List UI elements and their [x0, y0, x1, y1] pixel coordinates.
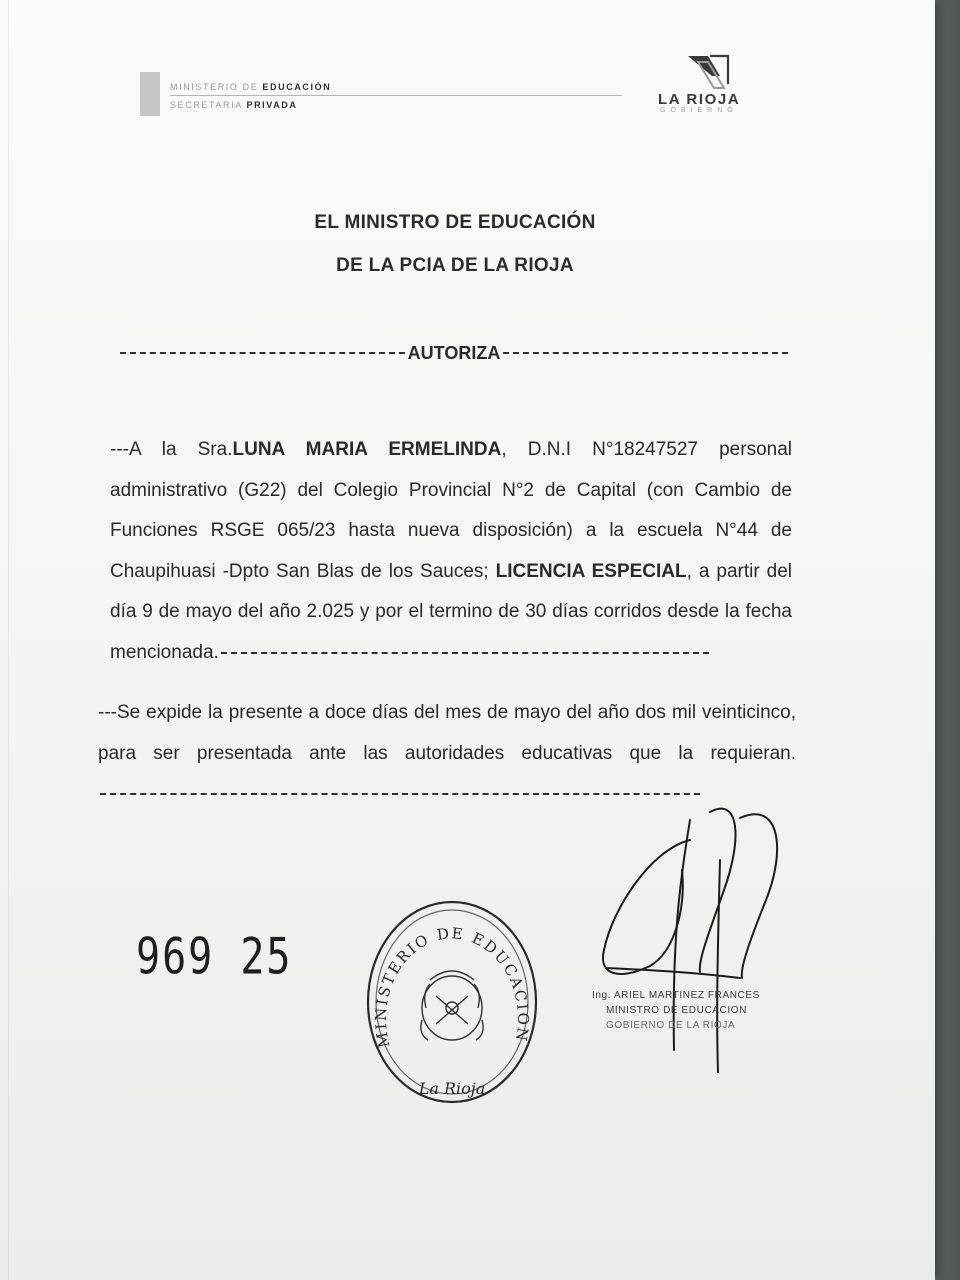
letterhead-office	[170, 100, 298, 110]
para1-body: , D.N.I N°18247527 personal administrativo (G22) del Colegio Provincial N°2 de Capital (con Cambio de Funciones RSGE 065/23 hasta nueva disposición) a la escuela N°44 de Chaupihuasi -Dpto San Blas de los Sauces;	[110, 439, 792, 582]
document-title-line2: DE LA PCIA DE LA RIOJA	[336, 255, 574, 276]
logo-text: LA RIOJA	[658, 91, 741, 108]
letterhead-ministry	[170, 82, 331, 92]
signer-government: GOBIERNO DE LA RIOJA	[606, 1020, 736, 1031]
svg-text:MINISTERIO DE EDUCACION	[372, 924, 532, 1049]
autoriza-word: AUTORIZA	[407, 342, 501, 363]
dash-tail	[221, 652, 709, 654]
ministry-seal-icon	[356, 896, 548, 1118]
logo-subtext: GOBIERNO	[660, 107, 738, 114]
dash-tail	[100, 793, 700, 795]
para1-intro: ---A la Sra.	[110, 439, 233, 460]
para2-text: ---Se expide la presente a doce días del mes de mayo del año dos mil veinticinco, para ser presentada ante las autoridades educativas que la requieran.	[98, 702, 796, 764]
handwritten-signature-icon	[590, 800, 820, 1080]
letterhead-ministry-prefix: MINISTERIO DE	[170, 82, 259, 92]
document-number: 969 25	[136, 928, 293, 986]
paper-edge	[8, 0, 9, 1280]
document-title-line1: EL MINISTRO DE EDUCACIÓN	[314, 212, 596, 233]
letterhead-office-prefix: SECRETARIA	[170, 100, 243, 110]
dash-left	[120, 352, 405, 355]
signature-block	[592, 988, 760, 1033]
employee-name: LUNA MARIA ERMELINDA	[232, 439, 502, 460]
letterhead-ministry-bold: EDUCACIÓN	[262, 82, 332, 92]
issuance-paragraph	[98, 693, 796, 815]
para1-end: , a partir del día 9 de mayo del año 2.025 y por el termino de 30 días corridos desde la fecha mencionada.	[110, 560, 792, 663]
autoriza-heading	[120, 340, 788, 366]
seal-bottom-text: La Rioja	[418, 1079, 486, 1098]
letterhead-office-bold: PRIVADA	[246, 100, 298, 110]
letterhead-bar	[140, 72, 160, 116]
letterhead-rule	[170, 95, 622, 96]
authorization-paragraph	[110, 430, 792, 674]
signer-role: MINISTRO DE EDUCACION	[606, 1005, 747, 1016]
seal-arc-text: MINISTERIO DE EDUCACION	[371, 924, 533, 1050]
license-type: LICENCIA ESPECIAL	[495, 560, 687, 582]
signer-name: Ing. ARIEL MARTINEZ FRANCES	[592, 990, 760, 1001]
la-rioja-logo-icon	[684, 54, 730, 94]
dash-right	[503, 352, 788, 355]
